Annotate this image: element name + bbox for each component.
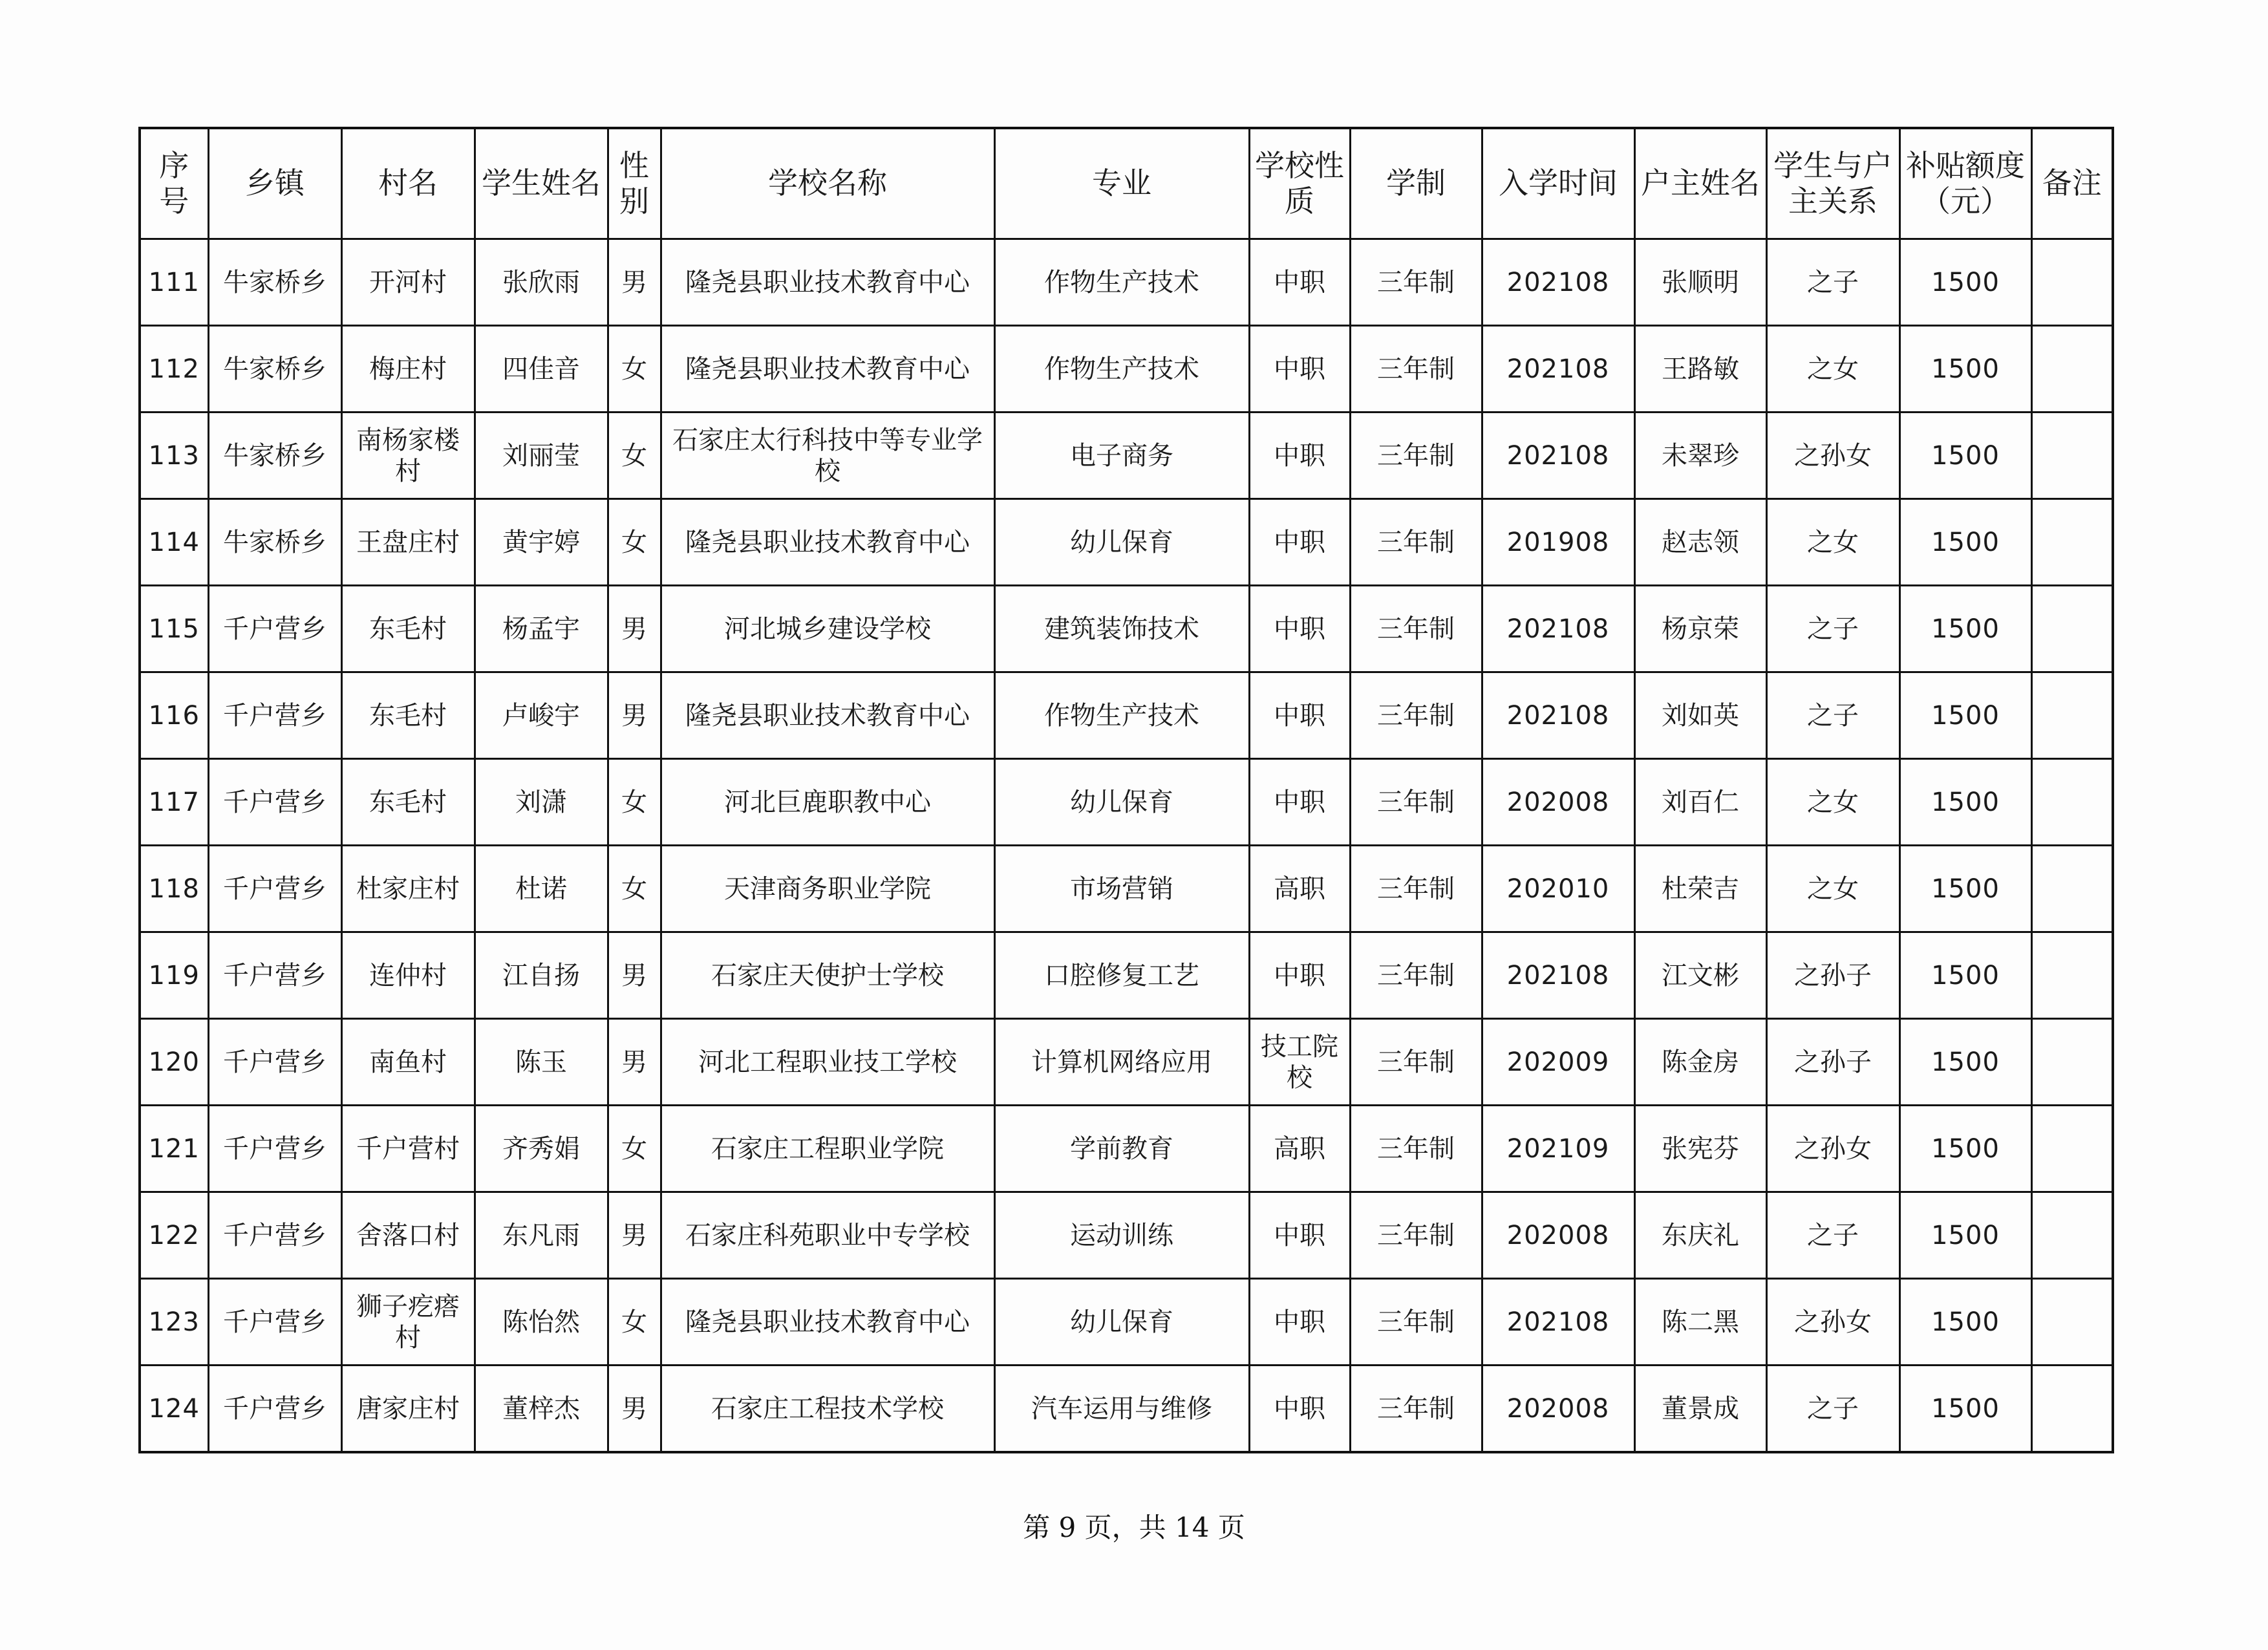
gender-cell: 男 [608,1019,661,1106]
school-type-cell: 高职 [1249,1106,1350,1192]
table-row [140,1279,2113,1366]
householder-name-cell: 张宪芬 [1634,1106,1766,1192]
school-type-cell: 中职 [1249,326,1350,412]
major-cell: 作物生产技术 [994,239,1249,326]
township-cell: 牛家桥乡 [208,499,341,586]
village-cell: 杜家庄村 [341,846,475,932]
major-cell: 幼儿保育 [994,499,1249,586]
serial-number-cell: 115 [140,586,208,672]
student-name-cell: 陈玉 [475,1019,608,1106]
program-length-cell: 三年制 [1350,1366,1482,1453]
school-name-cell: 隆尧县职业技术教育中心 [661,1279,994,1366]
relationship-cell: 之子 [1766,586,1899,672]
enrollment-date-cell: 202008 [1482,1366,1634,1453]
school-name-cell: 河北工程职业技工学校 [661,1019,994,1106]
program-length-cell: 三年制 [1350,1106,1482,1192]
student-name-cell: 黄宇婷 [475,499,608,586]
enrollment-date-cell: 202109 [1482,1106,1634,1192]
serial-number-cell: 118 [140,846,208,932]
table-row [140,326,2113,412]
header-cell: 性别 [608,128,661,239]
remarks-cell [2031,1279,2113,1366]
serial-number-cell: 119 [140,932,208,1019]
township-cell: 牛家桥乡 [208,412,341,499]
village-cell: 东毛村 [341,759,475,846]
enrollment-date-cell: 202108 [1482,412,1634,499]
serial-number-cell: 117 [140,759,208,846]
school-type-cell: 高职 [1249,846,1350,932]
enrollment-date-cell: 202008 [1482,759,1634,846]
table-row [140,1366,2113,1453]
subsidy-amount-cell: 1500 [1899,1279,2031,1366]
householder-name-cell: 东庆礼 [1634,1192,1766,1279]
remarks-cell [2031,1192,2113,1279]
township-cell: 牛家桥乡 [208,239,341,326]
serial-number-cell: 124 [140,1366,208,1453]
householder-name-cell: 张顺明 [1634,239,1766,326]
header-cell: 户主姓名 [1634,128,1766,239]
gender-cell: 女 [608,1106,661,1192]
school-name-cell: 隆尧县职业技术教育中心 [661,326,994,412]
student-name-cell: 齐秀娟 [475,1106,608,1192]
school-type-cell: 中职 [1249,932,1350,1019]
school-name-cell: 石家庄工程职业学院 [661,1106,994,1192]
table-row [140,239,2113,326]
table-row [140,846,2113,932]
major-cell: 汽车运用与维修 [994,1366,1249,1453]
school-name-cell: 隆尧县职业技术教育中心 [661,239,994,326]
program-length-cell: 三年制 [1350,759,1482,846]
header-cell: 学校名称 [661,128,994,239]
subsidy-amount-cell: 1500 [1899,1192,2031,1279]
relationship-cell: 之孙女 [1766,1279,1899,1366]
subsidy-amount-cell: 1500 [1899,1366,2031,1453]
householder-name-cell: 王路敏 [1634,326,1766,412]
relationship-cell: 之子 [1766,1192,1899,1279]
village-cell: 王盘庄村 [341,499,475,586]
school-type-cell: 中职 [1249,759,1350,846]
subsidy-amount-cell: 1500 [1899,326,2031,412]
major-cell: 幼儿保育 [994,759,1249,846]
gender-cell: 男 [608,1192,661,1279]
program-length-cell: 三年制 [1350,586,1482,672]
township-cell: 千户营乡 [208,586,341,672]
program-length-cell: 三年制 [1350,932,1482,1019]
township-cell: 千户营乡 [208,1366,341,1453]
subsidy-amount-cell: 1500 [1899,672,2031,759]
school-type-cell: 中职 [1249,1366,1350,1453]
student-name-cell: 陈怡然 [475,1279,608,1366]
village-cell: 千户营村 [341,1106,475,1192]
major-cell: 建筑装饰技术 [994,586,1249,672]
remarks-cell [2031,846,2113,932]
householder-name-cell: 杜荣吉 [1634,846,1766,932]
enrollment-date-cell: 201908 [1482,499,1634,586]
school-type-cell: 中职 [1249,672,1350,759]
village-cell: 东毛村 [341,586,475,672]
relationship-cell: 之子 [1766,672,1899,759]
school-type-cell: 中职 [1249,586,1350,672]
school-name-cell: 石家庄科苑职业中专学校 [661,1192,994,1279]
student-name-cell: 卢峻宇 [475,672,608,759]
student-name-cell: 董梓杰 [475,1366,608,1453]
page-number: 第 9 页，共 14 页 [1023,1512,1245,1543]
program-length-cell: 三年制 [1350,412,1482,499]
village-cell: 唐家庄村 [341,1366,475,1453]
relationship-cell: 之孙女 [1766,412,1899,499]
major-cell: 电子商务 [994,412,1249,499]
enrollment-date-cell: 202008 [1482,1192,1634,1279]
school-type-cell: 中职 [1249,1279,1350,1366]
header-cell: 学校性质 [1249,128,1350,239]
township-cell: 千户营乡 [208,1019,341,1106]
householder-name-cell: 杨京荣 [1634,586,1766,672]
header-cell: 专业 [994,128,1249,239]
gender-cell: 男 [608,932,661,1019]
serial-number-cell: 121 [140,1106,208,1192]
school-name-cell: 隆尧县职业技术教育中心 [661,672,994,759]
remarks-cell [2031,672,2113,759]
householder-name-cell: 陈金房 [1634,1019,1766,1106]
relationship-cell: 之女 [1766,499,1899,586]
serial-number-cell: 122 [140,1192,208,1279]
gender-cell: 男 [608,1366,661,1453]
school-name-cell: 天津商务职业学院 [661,846,994,932]
township-cell: 千户营乡 [208,672,341,759]
major-cell: 学前教育 [994,1106,1249,1192]
remarks-cell [2031,759,2113,846]
gender-cell: 男 [608,672,661,759]
program-length-cell: 三年制 [1350,239,1482,326]
table-row [140,1192,2113,1279]
remarks-cell [2031,499,2113,586]
program-length-cell: 三年制 [1350,846,1482,932]
header-cell: 入学时间 [1482,128,1634,239]
major-cell: 幼儿保育 [994,1279,1249,1366]
remarks-cell [2031,326,2113,412]
major-cell: 运动训练 [994,1192,1249,1279]
householder-name-cell: 江文彬 [1634,932,1766,1019]
major-cell: 市场营销 [994,846,1249,932]
enrollment-date-cell: 202108 [1482,1279,1634,1366]
table-row [140,1019,2113,1106]
gender-cell: 女 [608,759,661,846]
relationship-cell: 之子 [1766,239,1899,326]
major-cell: 计算机网络应用 [994,1019,1249,1106]
school-name-cell: 河北巨鹿职教中心 [661,759,994,846]
major-cell: 口腔修复工艺 [994,932,1249,1019]
header-cell: 补贴额度（元） [1899,128,2031,239]
gender-cell: 女 [608,412,661,499]
householder-name-cell: 董景成 [1634,1366,1766,1453]
enrollment-date-cell: 202108 [1482,326,1634,412]
table-row [140,586,2113,672]
student-name-cell: 江自扬 [475,932,608,1019]
serial-number-cell: 112 [140,326,208,412]
student-name-cell: 杨孟宇 [475,586,608,672]
gender-cell: 男 [608,586,661,672]
header-cell: 学生姓名 [475,128,608,239]
gender-cell: 女 [608,1279,661,1366]
relationship-cell: 之女 [1766,326,1899,412]
householder-name-cell: 陈二黑 [1634,1279,1766,1366]
township-cell: 千户营乡 [208,1279,341,1366]
major-cell: 作物生产技术 [994,326,1249,412]
student-name-cell: 四佳音 [475,326,608,412]
subsidy-amount-cell: 1500 [1899,586,2031,672]
township-cell: 千户营乡 [208,1106,341,1192]
subsidy-amount-cell: 1500 [1899,412,2031,499]
student-name-cell: 刘丽莹 [475,412,608,499]
householder-name-cell: 刘百仁 [1634,759,1766,846]
subsidy-roster-table [138,127,2114,1453]
remarks-cell [2031,586,2113,672]
school-type-cell: 中职 [1249,412,1350,499]
householder-name-cell: 刘如英 [1634,672,1766,759]
enrollment-date-cell: 202108 [1482,586,1634,672]
header-cell: 学生与户主关系 [1766,128,1899,239]
relationship-cell: 之孙子 [1766,1019,1899,1106]
subsidy-amount-cell: 1500 [1899,1106,2031,1192]
school-type-cell: 技工院校 [1249,1019,1350,1106]
school-name-cell: 隆尧县职业技术教育中心 [661,499,994,586]
remarks-cell [2031,932,2113,1019]
gender-cell: 女 [608,499,661,586]
village-cell: 南杨家楼村 [341,412,475,499]
subsidy-amount-cell: 1500 [1899,846,2031,932]
remarks-cell [2031,412,2113,499]
township-cell: 千户营乡 [208,846,341,932]
relationship-cell: 之女 [1766,759,1899,846]
student-name-cell: 刘潇 [475,759,608,846]
subsidy-amount-cell: 1500 [1899,759,2031,846]
village-cell: 舍落口村 [341,1192,475,1279]
gender-cell: 女 [608,846,661,932]
remarks-cell [2031,1106,2113,1192]
school-type-cell: 中职 [1249,1192,1350,1279]
township-cell: 千户营乡 [208,1192,341,1279]
gender-cell: 女 [608,326,661,412]
enrollment-date-cell: 202009 [1482,1019,1634,1106]
enrollment-date-cell: 202108 [1482,239,1634,326]
village-cell: 开河村 [341,239,475,326]
header-cell: 乡镇 [208,128,341,239]
relationship-cell: 之子 [1766,1366,1899,1453]
student-name-cell: 东凡雨 [475,1192,608,1279]
school-name-cell: 石家庄工程技术学校 [661,1366,994,1453]
serial-number-cell: 116 [140,672,208,759]
serial-number-cell: 120 [140,1019,208,1106]
village-cell: 梅庄村 [341,326,475,412]
subsidy-amount-cell: 1500 [1899,239,2031,326]
remarks-cell [2031,1366,2113,1453]
serial-number-cell: 111 [140,239,208,326]
serial-number-cell: 123 [140,1279,208,1366]
header-cell: 序号 [140,128,208,239]
table-row [140,1106,2113,1192]
village-cell: 东毛村 [341,672,475,759]
header-cell: 学制 [1350,128,1482,239]
township-cell: 千户营乡 [208,759,341,846]
school-name-cell: 河北城乡建设学校 [661,586,994,672]
program-length-cell: 三年制 [1350,499,1482,586]
subsidy-amount-cell: 1500 [1899,499,2031,586]
program-length-cell: 三年制 [1350,1279,1482,1366]
remarks-cell [2031,239,2113,326]
header-cell: 备注 [2031,128,2113,239]
table-row [140,499,2113,586]
relationship-cell: 之孙子 [1766,932,1899,1019]
gender-cell: 男 [608,239,661,326]
table-row [140,412,2113,499]
relationship-cell: 之孙女 [1766,1106,1899,1192]
student-name-cell: 杜诺 [475,846,608,932]
householder-name-cell: 赵志领 [1634,499,1766,586]
householder-name-cell: 未翠珍 [1634,412,1766,499]
table-body [140,239,2113,1453]
enrollment-date-cell: 202108 [1482,932,1634,1019]
header-row [140,128,2113,239]
table-row [140,672,2113,759]
village-cell: 狮子疙瘩村 [341,1279,475,1366]
serial-number-cell: 113 [140,412,208,499]
enrollment-date-cell: 202010 [1482,846,1634,932]
serial-number-cell: 114 [140,499,208,586]
table-row [140,932,2113,1019]
township-cell: 牛家桥乡 [208,326,341,412]
program-length-cell: 三年制 [1350,1019,1482,1106]
village-cell: 南鱼村 [341,1019,475,1106]
remarks-cell [2031,1019,2113,1106]
subsidy-amount-cell: 1500 [1899,932,2031,1019]
table-row [140,759,2113,846]
school-type-cell: 中职 [1249,499,1350,586]
student-name-cell: 张欣雨 [475,239,608,326]
school-name-cell: 石家庄天使护士学校 [661,932,994,1019]
program-length-cell: 三年制 [1350,1192,1482,1279]
major-cell: 作物生产技术 [994,672,1249,759]
village-cell: 连仲村 [341,932,475,1019]
relationship-cell: 之女 [1766,846,1899,932]
subsidy-amount-cell: 1500 [1899,1019,2031,1106]
program-length-cell: 三年制 [1350,672,1482,759]
school-name-cell: 石家庄太行科技中等专业学校 [661,412,994,499]
school-type-cell: 中职 [1249,239,1350,326]
township-cell: 千户营乡 [208,932,341,1019]
program-length-cell: 三年制 [1350,326,1482,412]
header-cell: 村名 [341,128,475,239]
enrollment-date-cell: 202108 [1482,672,1634,759]
